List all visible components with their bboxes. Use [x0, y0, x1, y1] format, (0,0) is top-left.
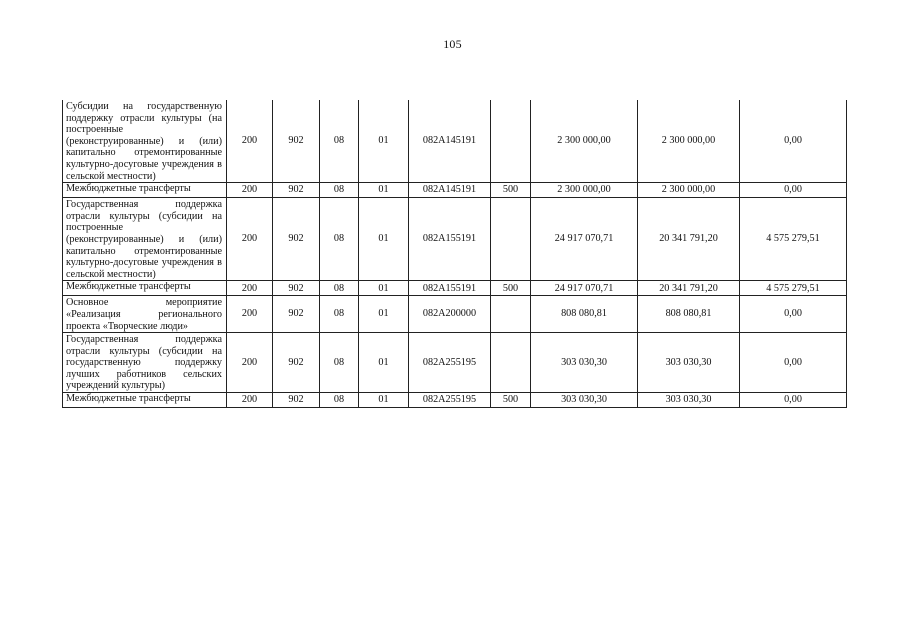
cell-v3: 4 575 279,51 [740, 281, 847, 296]
cell-c3: 08 [320, 183, 359, 198]
cell-v3: 0,00 [740, 183, 847, 198]
cell-c1: 200 [227, 281, 273, 296]
cell-code: 082A155191 [409, 198, 491, 281]
cell-v3: 0,00 [740, 393, 847, 408]
row-name: Межбюджетные трансферты [63, 393, 227, 408]
row-name: Государственная поддержка отрасли культуры (субсидии на государственную поддержку лучших работников сельских учреждений культуры) [63, 333, 227, 393]
cell-c1: 200 [227, 333, 273, 393]
cell-c3: 08 [320, 333, 359, 393]
row-name: Государственная поддержка отрасли культуры (субсидии на построенные (реконструированные) и (или) капитально отремонтированные культурно-досуговые учреждения в сельской местности) [63, 198, 227, 281]
cell-c4: 01 [359, 333, 409, 393]
cell-v3: 0,00 [740, 100, 847, 183]
cell-c3: 08 [320, 100, 359, 183]
table-row [63, 333, 847, 393]
table-row [63, 281, 847, 296]
cell-type [491, 100, 531, 183]
cell-type [491, 296, 531, 333]
cell-code: 082A145191 [409, 100, 491, 183]
cell-type: 500 [491, 393, 531, 408]
cell-c3: 08 [320, 393, 359, 408]
cell-type: 500 [491, 281, 531, 296]
cell-code: 082A255195 [409, 393, 491, 408]
cell-type [491, 333, 531, 393]
cell-c4: 01 [359, 281, 409, 296]
cell-c4: 01 [359, 183, 409, 198]
cell-v3: 0,00 [740, 333, 847, 393]
cell-c1: 200 [227, 393, 273, 408]
cell-v1: 24 917 070,71 [531, 281, 638, 296]
cell-c2: 902 [273, 183, 320, 198]
cell-c2: 902 [273, 100, 320, 183]
cell-v2: 808 080,81 [638, 296, 740, 333]
cell-c1: 200 [227, 100, 273, 183]
cell-c3: 08 [320, 296, 359, 333]
cell-c2: 902 [273, 281, 320, 296]
cell-c3: 08 [320, 281, 359, 296]
cell-c4: 01 [359, 100, 409, 183]
cell-v1: 808 080,81 [531, 296, 638, 333]
cell-code: 082A145191 [409, 183, 491, 198]
cell-type: 500 [491, 183, 531, 198]
cell-c4: 01 [359, 393, 409, 408]
row-name: Основное мероприятие «Реализация регионального проекта «Творческие люди» [63, 296, 227, 333]
cell-v1: 2 300 000,00 [531, 100, 638, 183]
row-name: Межбюджетные трансферты [63, 281, 227, 296]
table-row [63, 393, 847, 408]
cell-v1: 303 030,30 [531, 393, 638, 408]
cell-v2: 2 300 000,00 [638, 183, 740, 198]
row-name: Субсидии на государственную поддержку отрасли культуры (на построенные (реконструированные) и (или) капитально отремонтированные культурно-досуговые учреждения в сельской местности) [63, 100, 227, 183]
cell-v1: 24 917 070,71 [531, 198, 638, 281]
cell-c1: 200 [227, 296, 273, 333]
cell-type [491, 198, 531, 281]
cell-c2: 902 [273, 296, 320, 333]
cell-code: 082A155191 [409, 281, 491, 296]
cell-v3: 0,00 [740, 296, 847, 333]
cell-v2: 303 030,30 [638, 393, 740, 408]
cell-code: 082A200000 [409, 296, 491, 333]
cell-c1: 200 [227, 183, 273, 198]
cell-v2: 20 341 791,20 [638, 198, 740, 281]
cell-c3: 08 [320, 198, 359, 281]
table-row [63, 198, 847, 281]
table-row [63, 296, 847, 333]
page-number: 105 [443, 37, 462, 51]
cell-v2: 303 030,30 [638, 333, 740, 393]
cell-v3: 4 575 279,51 [740, 198, 847, 281]
cell-c2: 902 [273, 198, 320, 281]
cell-c4: 01 [359, 198, 409, 281]
table-row [63, 183, 847, 198]
cell-v2: 2 300 000,00 [638, 100, 740, 183]
cell-v2: 20 341 791,20 [638, 281, 740, 296]
cell-v1: 303 030,30 [531, 333, 638, 393]
cell-code: 082A255195 [409, 333, 491, 393]
cell-c2: 902 [273, 333, 320, 393]
table-row [63, 100, 847, 183]
cell-v1: 2 300 000,00 [531, 183, 638, 198]
cell-c4: 01 [359, 296, 409, 333]
cell-c1: 200 [227, 198, 273, 281]
cell-c2: 902 [273, 393, 320, 408]
budget-table [62, 100, 847, 408]
row-name: Межбюджетные трансферты [63, 183, 227, 198]
